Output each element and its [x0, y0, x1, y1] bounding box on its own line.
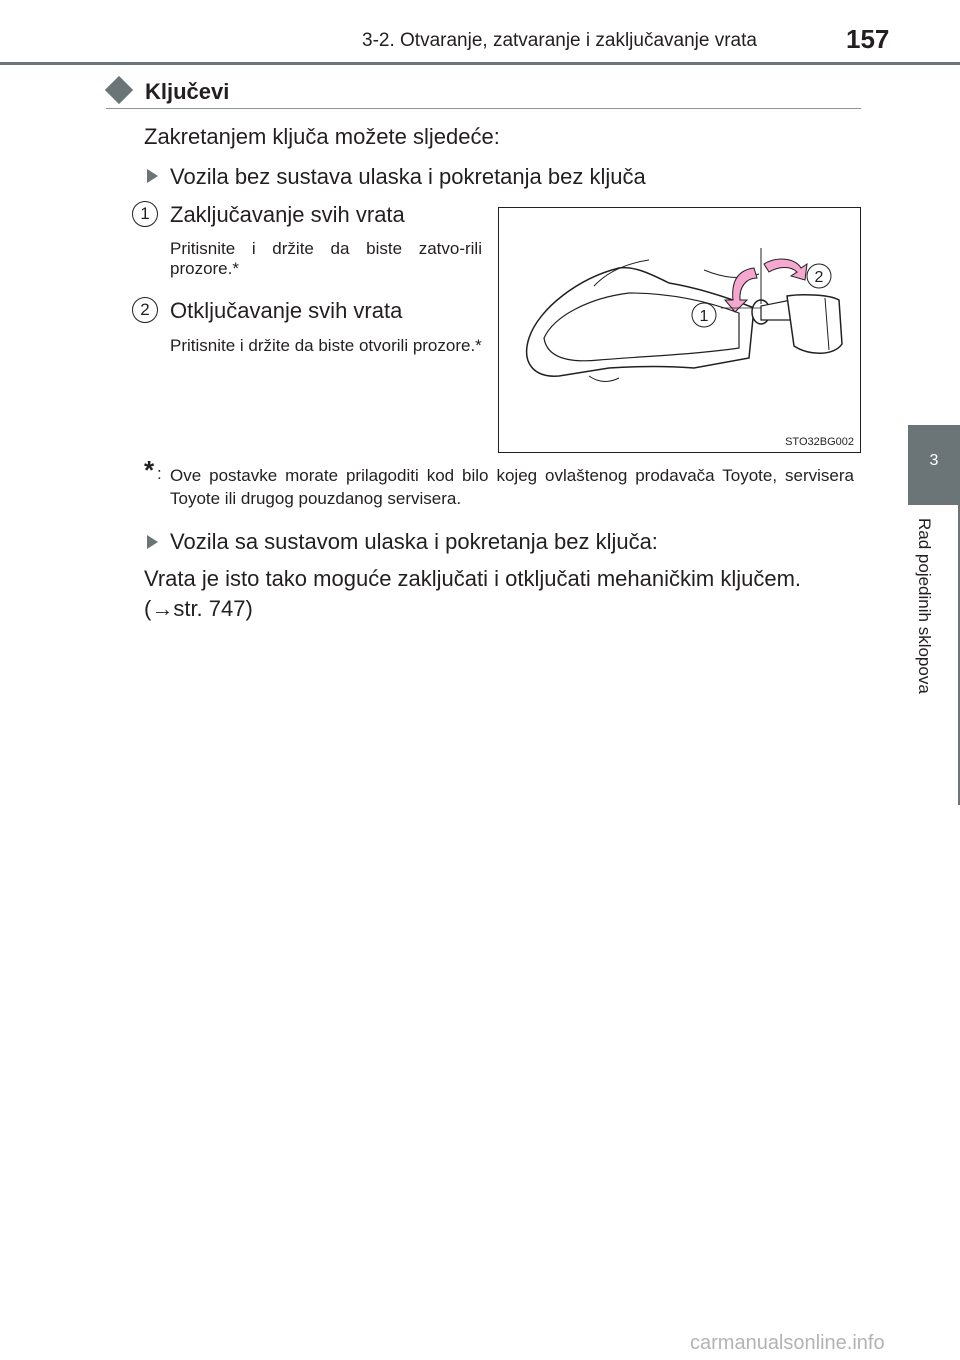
condition-heading-1: Vozila bez sustava ulaska i pokretanja bez ključa — [170, 164, 646, 189]
chapter-label: Rad pojedinih sklopova — [915, 518, 934, 694]
item-title: Zaključavanje svih vrata — [170, 202, 405, 227]
callout-label: 1 — [699, 308, 709, 325]
section-title: Ključevi — [145, 79, 230, 104]
item-description: Pritisnite i držite da biste zatvo-rili prozore.* — [170, 239, 482, 278]
body-text: Vrata je isto tako moguće zaključati i otključati mehaničkim ključem. (→str. 747) — [144, 566, 802, 621]
door-handle-outline — [527, 268, 754, 377]
figure-code: STO32BG002 — [785, 436, 854, 448]
intro-text: Zakretanjem ključa možete sljedeće: — [144, 124, 500, 149]
chapter-number: 3 — [929, 452, 939, 469]
callout-label: 2 — [814, 269, 824, 286]
note-text: Ove postavke morate prilagoditi kod bilo kojeg ovlaštenog prodavača Toyote, servisera Toyote ili drugog pouzdanog servisera. — [170, 466, 854, 508]
note-colon: : — [157, 464, 162, 483]
triangle-bullet-icon — [147, 535, 158, 549]
watermark: carmanualsonline.info — [690, 1332, 885, 1354]
door-body-line — [589, 376, 619, 382]
running-head: 3-2. Otvaranje, zatvaranje i zaključavanje vrata — [362, 30, 757, 51]
item-number-badge: 1 — [132, 201, 158, 227]
header-rule — [0, 62, 960, 65]
page-number: 157 — [846, 24, 890, 54]
section-rule — [106, 108, 861, 109]
note-marker: * — [144, 455, 155, 485]
key-head — [787, 295, 842, 353]
door-handle-inner — [544, 293, 739, 361]
triangle-bullet-icon — [147, 169, 158, 183]
door-handle-key-illustration — [498, 207, 861, 453]
unlock-arrow — [764, 259, 807, 280]
item-number-badge: 2 — [132, 297, 158, 323]
door-handle-key-drawing — [499, 208, 860, 452]
condition-heading-2: Vozila sa sustavom ulaska i pokretanja bez ključa: — [170, 529, 658, 554]
item-title: Otključavanje svih vrata — [170, 298, 403, 323]
diamond-bullet-icon — [105, 76, 133, 104]
lock-arrow — [725, 268, 757, 312]
item-description: Pritisnite i držite da biste otvorili prozore.* — [170, 336, 482, 355]
